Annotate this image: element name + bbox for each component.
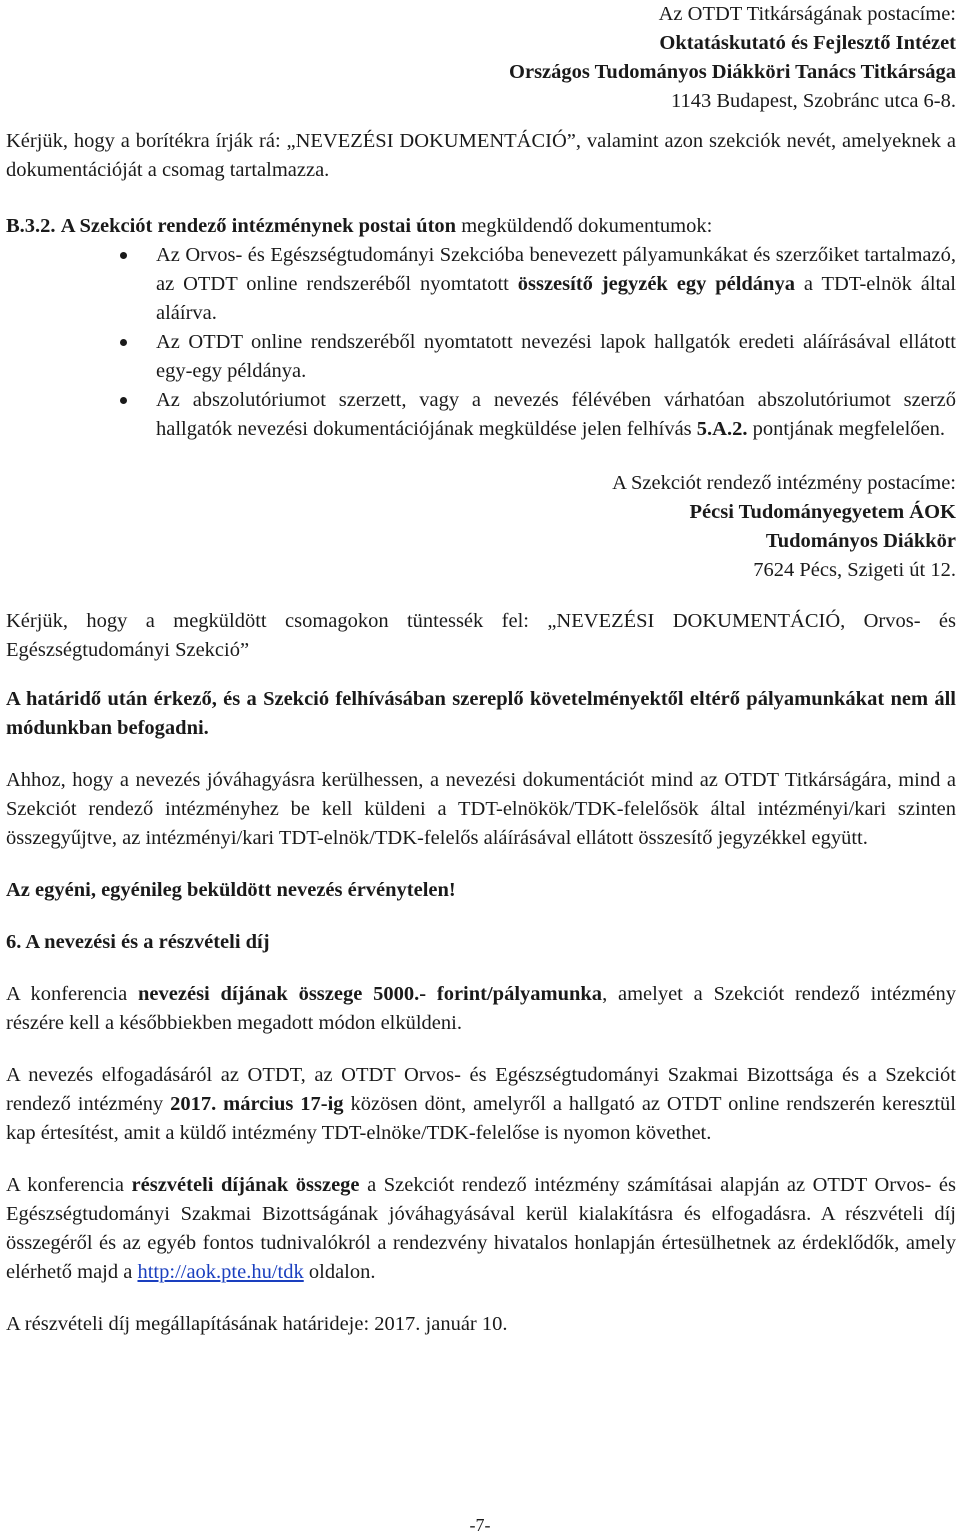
list-item: Az Orvos- és Egészségtudományi Szekcióba benevezett pályamunkákat és szerzőiket tartalmazó, az OTDT online rendszeréből nyomtatott összesítő jegyzék egy példánya a TDT-elnök által aláírva. xyxy=(156,241,956,328)
entry-fee-paragraph: A konferencia nevezési díjának összege 5000.- forint/pályamunka, amelyet a Szekciót rendező intézmény részére kell a későbbiekben megadott módon elküldeni. xyxy=(6,983,957,1034)
section-6-heading: 6. A nevezési és a részvételi díj xyxy=(6,931,270,953)
envelope-instruction: Kérjük, hogy a borítékra írják rá: „NEVEZÉSI DOKUMENTÁCIÓ”, valamint azon szekciók nevét, amelyeknek a dokumentációját a csomag tartalmazza. xyxy=(6,130,956,181)
org-name-2: Országos Tudományos Diákköri Tanács Titkársága xyxy=(509,61,956,83)
section-org-1: Pécsi Tudományegyetem ÁOK xyxy=(689,501,956,523)
postal-address: 1143 Budapest, Szobránc utca 6-8. xyxy=(670,90,956,112)
section-b32-rest: megküldendő dokumentumok: xyxy=(456,215,713,237)
org-name-1: Oktatáskutató és Fejlesztő Intézet xyxy=(659,32,956,54)
section-postal-label: A Szekciót rendező intézmény postacíme: xyxy=(612,472,956,494)
page-number: -7- xyxy=(469,1515,491,1535)
tdk-website-link[interactable]: http://aok.pte.hu/tdk xyxy=(137,1261,304,1283)
individual-invalid-notice: Az egyéni, egyénileg beküldött nevezés érvénytelen! xyxy=(6,879,456,901)
package-note: Kérjük, hogy a megküldött csomagokon tüntessék fel: „NEVEZÉSI DOKUMENTÁCIÓ, Orvos- és Egészségtudományi Szekció” xyxy=(6,610,956,661)
bullet-icon xyxy=(120,252,127,259)
documents-list xyxy=(6,241,956,444)
list-item: Az OTDT online rendszeréből nyomtatott nevezési lapok hallgatók eredeti aláírásával ellátott egy-egy példánya. xyxy=(156,328,956,386)
fee-deadline: A részvételi díj megállapításának határideje: 2017. január 10. xyxy=(6,1313,508,1335)
section-address: 7624 Pécs, Szigeti út 12. xyxy=(753,559,956,581)
acceptance-paragraph: A nevezés elfogadásáról az OTDT, az OTDT Orvos- és Egészségtudományi Szakmai Bizottsága és a Szekciót rendező intézmény 2017. március 17-ig közösen dönt, amelyről a hallgató az OTDT online rendszerén keresztül kap értesítést, amit a küldő intézmény TDT-elnöke/TDK-felelőse is nyomon követhet. xyxy=(6,1064,956,1144)
section-b32-heading xyxy=(6,212,956,241)
section-b32-bold-lead: A Szekciót rendező intézménynek postai úton xyxy=(60,215,457,237)
document-page xyxy=(6,0,956,1339)
deadline-warning: A határidő után érkező, és a Szekció felhívásában szereplő követelményektől eltérő pályamunkákat nem áll módunkban befogadni. xyxy=(6,688,956,739)
postal-label: Az OTDT Titkárságának postacíme: xyxy=(658,3,956,25)
participation-fee-paragraph: A konferencia részvételi díjának összege a Szekciót rendező intézmény számításai alapján az OTDT Orvos- és Egészségtudományi Szakmai Bizottságának jóváhagyásával kerül kialakításra és elfogadásra. A részvételi díj összegéről és az egyéb fontos tudnivalókról a rendezvény hivatalos honlapján értesülhetnek az érdeklődők, amely elérhető majd a http://aok.pte.hu/tdk oldalon. xyxy=(6,1174,956,1283)
section-postal-address xyxy=(6,469,956,585)
section-org-2: Tudományos Diákkör xyxy=(765,530,956,552)
bullet-icon xyxy=(120,397,127,404)
otdt-postal-address xyxy=(6,0,956,116)
list-item: Az abszolutóriumot szerzett, vagy a nevezés félévében várhatóan abszolutóriumot szerző hallgatók nevezési dokumentációjának megküldése jelen felhívás 5.A.2. pontjának megfelelően. xyxy=(156,386,956,444)
bullet-icon xyxy=(120,339,127,346)
section-b32-number: B.3.2. xyxy=(6,215,56,237)
approval-paragraph: Ahhoz, hogy a nevezés jóváhagyásra kerülhessen, a nevezési dokumentációt mind az OTDT Titkárságára, mind a Szekciót rendező intézményhez be kell küldeni a TDT-elnökök/TDK-felelősök által intézményi/kari szinten összegyűjtve, az intézményi/kari TDT-elnök/TDK-felelős aláírásával ellátott összesítő jegyzékkel együtt. xyxy=(6,769,956,849)
